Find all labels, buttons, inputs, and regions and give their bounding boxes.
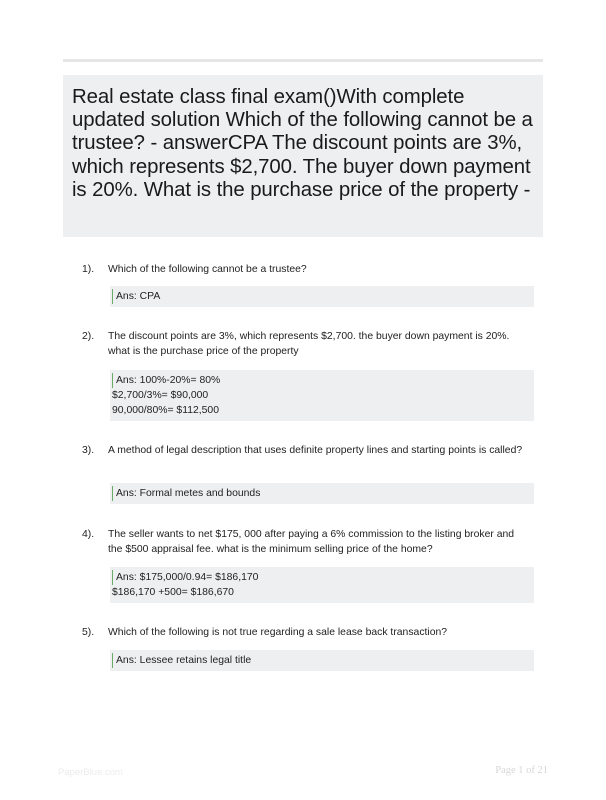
page-number: Page 1 of 21 xyxy=(495,765,548,776)
question-text: Which of the following is not true regarding a sale lease back transaction? xyxy=(108,627,448,638)
answer-box xyxy=(110,370,534,421)
answer-box xyxy=(110,286,534,307)
answer-line: $186,170 +500= $186,670 xyxy=(112,587,234,598)
document-title: Real estate class final exam()With complete updated solution Which of the following cannot be a trustee? - answerCPA The discount points are 3%, which represents $2,700. The buyer down payment is 20%. What is the purchase price of the property - xyxy=(72,86,533,201)
answer-line: Ans: Formal metes and bounds xyxy=(112,486,534,501)
question-number: 4). xyxy=(82,529,95,540)
answer-line: Ans: 100%-20%= 80% xyxy=(112,373,534,388)
question-number: 3). xyxy=(82,445,95,456)
answer-box xyxy=(110,650,534,671)
answer-line: Ans: CPA xyxy=(112,289,534,304)
question-text: The seller wants to net $175, 000 after paying a 6% commission to the listing broker and the $500 appraisal fee. what is the minimum selling price of the home? xyxy=(108,529,515,555)
question-number: 1). xyxy=(82,264,95,275)
question-text: A method of legal description that uses definite property lines and starting points is called? xyxy=(108,445,523,456)
question-number: 5). xyxy=(82,627,95,638)
question-text: Which of the following cannot be a trustee? xyxy=(108,264,307,275)
answer-box xyxy=(110,567,534,603)
question-number: 2). xyxy=(82,331,95,342)
answer-box xyxy=(110,483,534,504)
answer-line: $2,700/3%= $90,000 xyxy=(112,390,209,401)
answer-line: Ans: $175,000/0.94= $186,170 xyxy=(112,570,534,585)
answer-line: 90,000/80%= $112,500 xyxy=(112,405,219,416)
question-text: The discount points are 3%, which represents $2,700. the buyer down payment is 20%. what is the purchase price of the property xyxy=(108,331,510,357)
answer-line: Ans: Lessee retains legal title xyxy=(112,653,534,668)
footer-watermark: PaperBlue.com xyxy=(58,767,123,778)
